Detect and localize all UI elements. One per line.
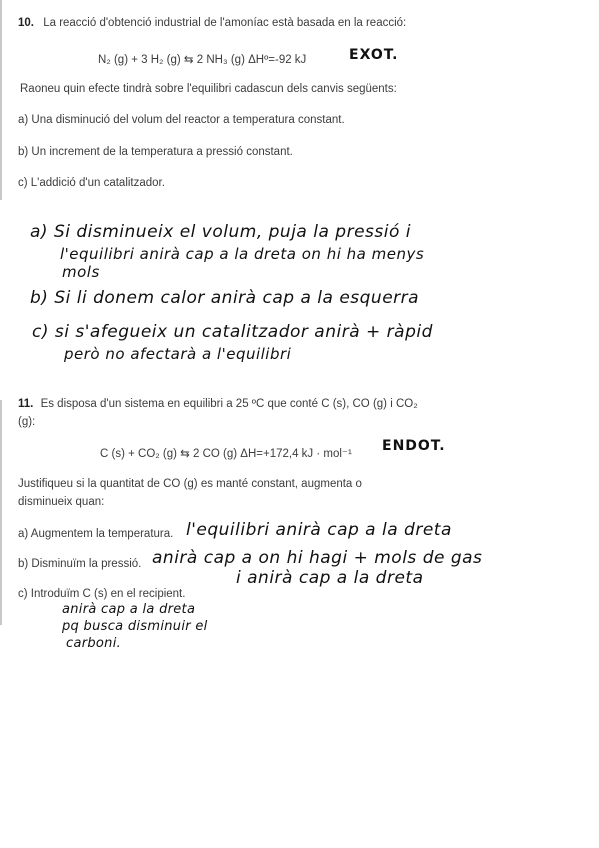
item-a: a) Augmentem la temperatura.: [18, 528, 174, 540]
handwritten-answer-a: l'equilibri anirà cap a la dreta: [186, 520, 452, 540]
handwritten-answer-a-line1: a) Si disminueix el volum, puja la pressió i: [30, 222, 411, 242]
reaction-equation: N₂ (g) + 3 H₂ (g) ⇆ 2 NH₃ (g) ΔHº=-92 kJ: [98, 54, 307, 66]
question-10: [18, 17, 406, 29]
page-left-edge-lower: [0, 400, 2, 625]
handwritten-answer-b-line2: i anirà cap a la dreta: [236, 568, 424, 588]
instruction-text: Raoneu quin efecte tindrà sobre l'equilibri cadascun dels canvis següents:: [20, 83, 397, 95]
question-prompt: Es disposa d'un sistema en equilibri a 25 ºC que conté C (s), CO (g) i CO₂: [40, 398, 418, 410]
handwritten-answer-c-line3: carboni.: [66, 636, 122, 651]
item-c: c) Introduïm C (s) en el recipient.: [18, 588, 186, 600]
handwritten-answer-b: b) Si li donem calor anirà cap a la esquerra: [30, 288, 420, 308]
item-a: a) Una disminució del volum del reactor a temperatura constant.: [18, 114, 345, 126]
question-number: 10.: [18, 17, 34, 29]
item-c: c) L'addició d'un catalitzador.: [18, 177, 165, 189]
question-11: [18, 398, 418, 410]
handwritten-answer-c-line1: c) si s'afegueix un catalitzador anirà + ràpid: [32, 322, 433, 342]
question-prompt: La reacció d'obtenció industrial de l'amoníac està basada en la reacció:: [43, 17, 407, 29]
handwritten-tag-exot: EXOT.: [349, 47, 399, 63]
question-number: 11.: [18, 398, 34, 410]
handwritten-answer-c-line2: pq busca disminuir el: [62, 619, 208, 634]
handwritten-answer-a-line3: mols: [62, 263, 100, 281]
question-prompt-cont: (g):: [18, 416, 36, 428]
item-b: b) Un increment de la temperatura a pressió constant.: [18, 146, 293, 158]
handwritten-answer-c-line2: però no afectarà a l'equilibri: [64, 345, 292, 363]
item-b: b) Disminuïm la pressió.: [18, 558, 142, 570]
page-left-edge: [0, 0, 2, 200]
handwritten-answer-c-line1: anirà cap a la dreta: [62, 602, 196, 617]
instruction-text: Justifiqueu si la quantitat de CO (g) es manté constant, augmenta o: [18, 478, 362, 490]
handwritten-tag-endot: ENDOT.: [382, 438, 446, 454]
handwritten-answer-a-line2: l'equilibri anirà cap a la dreta on hi ha menys: [60, 245, 425, 263]
instruction-text-cont: disminueix quan:: [18, 496, 105, 508]
reaction-equation: C (s) + CO₂ (g) ⇆ 2 CO (g) ΔH=+172,4 kJ · mol⁻¹: [100, 448, 352, 460]
handwritten-answer-b-line1: anirà cap a on hi hagi + mols de gas: [152, 548, 483, 568]
